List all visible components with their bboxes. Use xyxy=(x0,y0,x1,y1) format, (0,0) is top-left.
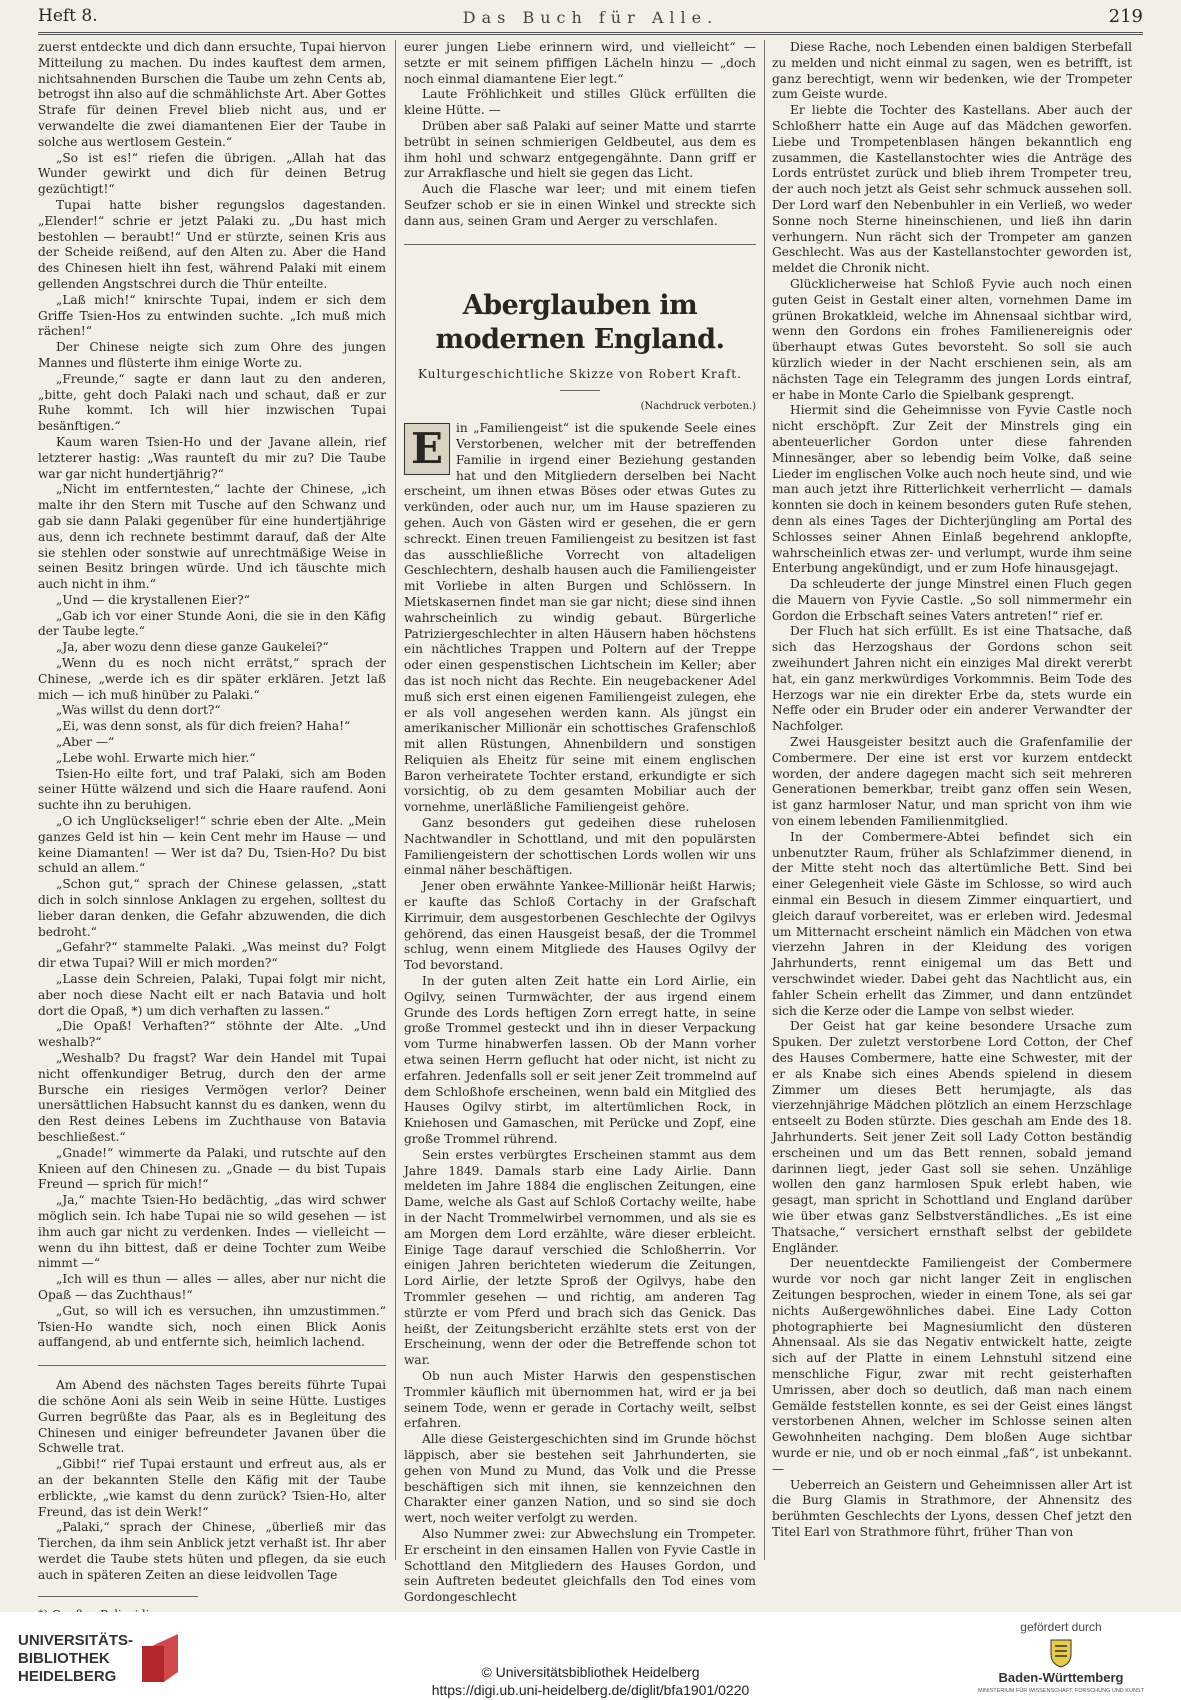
paragraph: Kaum waren Tsien-Ho und der Javane allein, rief letzterer hastig: „Was raunteſt du mir zu? Die Taube war gar nicht hundertjährig?“ xyxy=(38,434,386,481)
paragraph: „Lasse dein Schreien, Palaki, Tupai folgt mir nicht, aber noch diese Nacht eilt er nach Batavia und holt dort die Opaß, *) um dich verhaften zu lassen.“ xyxy=(38,972,386,1018)
paragraph: Drüben aber saß Palaki auf seiner Matte und starrte betrübt in seinen schmierigen Geldbeutel, aus dem es ihm hohl und schwarz entgegengähnte. Dann griff er zur Arrakflasche und hielt sie gegen das Licht. xyxy=(404,118,756,181)
paragraph: „Ich will es thun — alles — alles, aber nur nicht die Opaß — das Zuchthaus!“ xyxy=(38,1272,386,1302)
paragraph: „Weshalb? Du fragst? War dein Handel mit Tupai nicht offenkundiger Betrug, durch den der arme Bursche ein riesiges Vermögen verlor? Deiner unersättlichen Habsucht kannst du es danken, wenn du den Rest deines Lebens im Zuchthause von Batavia beschließest.“ xyxy=(38,1051,386,1144)
paragraph: eurer jungen Liebe erinnern wird, und vielleicht“ — setzte er mit seinem pfiffigen Lächeln hinzu — „doch noch einmal diamantene Eier legt.“ xyxy=(404,40,756,86)
article-subtitle: Kulturgeschichtliche Skizze von Robert Kraft. xyxy=(418,366,742,381)
column-divider xyxy=(764,40,765,1560)
paragraph: „Freunde,“ sagte er dann laut zu den anderen, „bitte, geht doch Palaki nach und schaut, daß er zur Ruhe kommt. Ich will hier inzwischen Tupai besänftigen.“ xyxy=(38,371,386,434)
paragraph: „O ich Unglückseliger!“ schrie eben der Alte. „Mein ganzes Geld ist hin — kein Cent mehr im Hause — und keine Diamanten! — Wer ist da? Du, Tsien-Ho? Du bist schuld an allem.“ xyxy=(38,814,386,876)
paragraph: „Aber —“ xyxy=(56,735,115,750)
funder-name: Baden-Württemberg xyxy=(998,1670,1124,1685)
paragraph: „Gefahr?“ stammelte Palaki. „Was meinst du? Folgt dir etwa Tupai? Will er mich morden?“ xyxy=(38,940,386,971)
issue-label: Heft 8. xyxy=(38,6,98,26)
permalink[interactable]: https://digi.ub.uni-heidelberg.de/diglit/bfa1901/0220 xyxy=(431,1682,750,1698)
lead-paragraph xyxy=(404,421,756,816)
paragraph: Der Chinese neigte sich zum Ohre des jungen Mannes und flüsterte ihm einige Worte zu. xyxy=(38,340,386,370)
paragraph: „Und — die krystallenen Eier?“ xyxy=(56,592,250,607)
paragraph: In der Combermere-Abtei befindet sich ein unbenutzter Raum, früher als Schlafzimmer dienend, in der Mitte steht noch das altertümliche Bett. Sind bei einer Gelegenheit viele Gäste im Schlosse, so wird auch einmal ein Besuch in diesem Zimmer einquartiert, und gleich darauf vorbereitet, was er erleben wird. Jedesmal um Mitternacht erscheint nämlich ein Mädchen von etwa vierzehn Jahren in der Kleidung des vorigen Jahrhunderts, rennt einigemal um das Bett und verschwindet wieder. Dabei geht das Nachtlicht aus, ein fahler Schein erhellt das Zimmer, und dann entzündet sich die Kerze oder die Lampe von selbst wieder. xyxy=(772,829,1132,1018)
section-divider xyxy=(38,1365,386,1366)
paragraph: Jener oben erwähnte Yankee-Millionär heißt Harwis; er kaufte das Schloß Cortachy in der Grafschaft Kirrimuir, dem ausgestorbenen Geschlechte der Ogilvys gehörend, das einen Hausgeist besaß, der die Trommel schlug, wenn einem Mitgliede des Hauses Ogilvy der Tod bevorstand. xyxy=(404,879,756,973)
column-1 xyxy=(38,40,386,1582)
lead-text: in „Familiengeist“ ist die spukende Seele eines Verstorbenen, welcher mit der betreffenden Familie in irgend einer Beziehung gestanden hat und den Mitgliedern derselben bei Nacht erscheint, um ihnen etwas Böses oder etwas Gutes zu verkünden, oder auch nur, um im Hause spazieren zu gehen. Auch von Gästen wird er gesehen, die er gern schreckt. Einen treuen Familiengeist zu besitzen ist fast das ausschließliche Vorrecht von altadeligen Geschlechtern, deshalb hausen auch die Familiengeister mit Vorliebe in alten Burgen und Schlössern. In Mietskasernen findet man sie gar nicht; diese sind ihnen wahrscheinlich zu windig gebaut. Bürgerliche Patriziergeschlechter in alten Häusern haben höchstens ein nächtliches Trappen und Poltern auf der Treppe oder einen gespenstischen Lichtschein im Keller; aber das ist noch nicht das Rechte. Ein neugebackener Adel muß sich erst einen eigenen Familiengeist zulegen, ehe er als voll angesehen werden kann. Als jüngst ein amerikanischer Millionär ein schottisches Grafenschloß mit allen Rüstungen, Ahnenbildern und sonstigen Reliquien als Eheitz für seine mit einem englischen Baron verheiratete Tochter erstand, erkundigte er sich vorsichtig, ob zu dem gesamten Mobiliar auch der vornehme, unerläßliche Familiengeist gehöre. xyxy=(404,421,756,815)
column-3 xyxy=(772,40,1132,1560)
paragraph: Glücklicherweise hat Schloß Fyvie auch noch einen guten Geist in Gestalt einer alten, vornehmen Dame im grünen Brokatkleid, welche im Ahnensaal sichtbar wird, wenn den Gordons ein frohes Familienereignis oder überhaupt etwas Gutes bevorsteht. So soll sie auch kürzlich wieder in der Nacht erschienen sein, als am nächsten Tage ein Telegramm des jungen Lords eintraf, er habe in Monte Carlo die Spielbank gesprengt. xyxy=(772,276,1132,402)
paragraph: „Palaki,“ sprach der Chinese, „überließ mir das Tierchen, da ihm sein Anblick jetzt verhaßt ist. Ihr aber werdet die Taube stets hüten und pflegen, da sie euch auch in späteren Zeiten an diese leidvollen Tage xyxy=(38,1520,386,1582)
paragraph: Alle diese Geistergeschichten sind im Grunde höchst läppisch, aber sie bestehen seit Jahrhunderten, sie gehen von Mund zu Mund, das Volk und die Presse beschäftigen sich mit ihnen, sie kennzeichnen den Charakter einer ganzen Nation, und so sind sie doch wert, noch weiter verfolgt zu werden. xyxy=(404,1432,756,1526)
paragraph: „Ja, aber wozu denn diese ganze Gaukelei?“ xyxy=(56,640,329,655)
paragraph: Ob nun auch Mister Harwis den gespenstischen Trommler käuflich mit übernommen hat, wird er ja bei seinem Tode, wenn er gerade in Cortachy weilt, selbst erfahren. xyxy=(404,1368,756,1431)
paragraph: „Laß mich!“ knirschte Tupai, indem er sich dem Griffe Tsien-Hos zu entwinden suchte. „Ich muß mich rächen!“ xyxy=(38,292,386,339)
paragraph: „Gab ich vor einer Stunde Aoni, die sie in den Käfig der Taube legte.“ xyxy=(38,608,386,639)
paragraph: Ueberreich an Geistern und Geheimnissen aller Art ist die Burg Glamis in Strathmore, der Ahnensitz des berühmten Geschlechts der Lyons, dessen Chef jetzt den Titel Earl von Strathmore führt, früher Than von xyxy=(772,1477,1132,1539)
paragraph: Zwei Hausgeister besitzt auch die Grafenfamilie der Combermere. Der eine ist erst vor kurzem entdeckt worden, der andere dagegen macht sich seit mehreren Generationen bemerkbar, treibt ganz offen sein Wesen, ist ganz harmloser Natur, und man spricht von ihm wie von einem lebenden Familienmitglied. xyxy=(772,735,1132,829)
paragraph: Er liebte die Tochter des Kastellans. Aber auch der Schloßherr hatte ein Auge auf das Mädchen geworfen. Liebe und Trompetenblasen hängen bekanntlich eng zusammen, die Kastellanstochter wies die Anträge des Lords entrüstet zurück und blieb ihrem Trompeter treu, der auch noch jetzt als Geist sehr schmuck aussehen soll. Der Lord warf den Nebenbuhler in ein Verließ, wo weder Sonne noch Sterne hineinschienen, und ließ ihn darin verhungern. Nun rächt sich der Trompeter am ganzen Geschlecht. Was aus der Kastellanstochter geworden ist, meldet die Chronik nicht. xyxy=(772,103,1132,276)
paragraph: „Wenn du es noch nicht errätst,“ sprach der Chinese, „werde ich es dir später erklären. Jetzt laß mich — ich muß hinüber zu Palaki.“ xyxy=(38,656,386,702)
paragraph: „Gnade!“ wimmerte da Palaki, und rutschte auf den Knieen auf den Chinesen zu. „Gnade — du bist Tupais Freund — sprich für mich!“ xyxy=(38,1145,386,1192)
section-divider xyxy=(404,244,756,245)
paragraph: Tsien-Ho eilte fort, und traf Palaki, sich am Boden seiner Hütte wälzend und sich die Haare raufend. Aoni suchte ihn zu beruhigen. xyxy=(38,766,386,813)
paragraph: „Nicht im entferntesten,“ lachte der Chinese, „ich malte ihr den Stern mit Tusche auf den Schwanz und gab sie dann Palaki gegenüber für eine hundertjährige aus, denn ich rechnete bestimmt darauf, daß der Alte sie stehlen oder sonstwie auf unrechtmäßige Weise in seinen Besitz bringen würde. Und ich täuschte mich auch nicht in ihm.“ xyxy=(38,482,386,592)
paragraph: Laute Fröhlichkeit und stilles Glück erfüllten die kleine Hütte. — xyxy=(404,87,756,118)
paragraph: Der Geist hat gar keine besondere Ursache zum Spuken. Der zuletzt verstorbene Lord Cotton, der Chef des Hauses Combermere, hatte eine Schwester, mit der er als Knabe sich eines Abends spielend in diesem Zimmer um dieses Bett herumjagte, als das vierzehnjährige Mädchen plötzlich an einem Herzschlage entseelt zu Boden stürzte. Dies geschah am Ende des 18. Jahrhunderts. Seit jener Zeit soll Lady Cotton beständig erscheinen und um das Bett rennen, sobald jemand darinnen liegt, jeder Gast soll sie sehen. Unzählige wollen den ganz harmlosen Spuk erlebt haben, wie gesagt, man spricht in Schottland und England darüber wie über etwas ganz Selbstverständliches. „Es ist eine Thatsache,“ versichert ernsthaft selbst der gebildete Engländer. xyxy=(772,1019,1132,1255)
paragraph: Tupai hatte bisher regungslos dagestanden. „Elender!“ schrie er jetzt Palaki zu. „Du hast mich bestohlen — beraubt!“ Und er stürzte, seinen Kris aus der Scheide reißend, auf den Alten zu. Aber die Hand des Chinesen hielt ihn fest, während Palaki mit einem gellenden Angstschrei durch die Thür enteilte. xyxy=(38,197,386,291)
paragraph: „Gut, so will ich es versuchen, ihn umzustimmen.“ Tsien-Ho wandte sich, noch einen Blick Aonis auffangend, ab und entfernte sich, heimlich lachend. xyxy=(38,1303,386,1350)
footnote-rule xyxy=(38,1596,198,1597)
column-2 xyxy=(404,40,756,1605)
paragraph: Der Fluch hat sich erfüllt. Es ist eine Thatsache, daß sich das Herzogshaus der Gordons schon seit zweihundert Jahren nicht ein einziges Mal direkt vererbt hat, ein ganz merkwürdiges Vorkommnis. Beim Tode des Herzogs war nie ein direkter Erbe da, stets wurde ein Neffe oder ein Bruder oder ein anderer Verwandter der Nachfolger. xyxy=(772,624,1132,734)
reprint-notice: (Nachdruck verboten.) xyxy=(640,401,756,413)
paragraph: „So ist es!“ riefen die übrigen. „Allah hat das Wunder gewirkt und dich für deinen Betrug gezüchtigt!“ xyxy=(38,150,386,197)
paragraph: „Gibbi!“ rief Tupai erstaunt und erfreut aus, als er an der bekannten Stelle den Käfig mit der Taube erblickte, „wie kamst du denn zurück? Tsien-Ho, alter Freund, das ist dein Werk!“ xyxy=(38,1457,386,1519)
funder-logo[interactable] xyxy=(978,1620,1144,1698)
viewer-footer xyxy=(0,1612,1181,1700)
paragraph: In der guten alten Zeit hatte ein Lord Airlie, ein Ogilvy, seinen Turmwächter, der aus irgend einem Grunde des Lords heftigen Zorn erregt hatte, in seine große Trommel gesteckt und ihn in dieser Verpackung vom Turme hinabwerfen lassen. Ob der Mann vorher etwa seinen Herrn geflucht hat oder nicht, ist nicht zu erfahren. Jedenfalls soll er seit jener Zeit trommelnd auf dem Schloßhofe erscheinen, wenn bald ein Mitglied des Hauses Ogilvy stirbt, im altertümlichen Rock, in Kniehosen und Gamaschen, mit Perücke und Zopf, eine große Trommel rührend. xyxy=(404,974,756,1147)
copyright-notice: © Universitätsbibliothek Heidelberg xyxy=(481,1664,700,1680)
ministry-name: MINISTERIUM FÜR WISSENSCHAFT, FORSCHUNG UND KUNST xyxy=(978,1688,1144,1694)
paragraph: Sein erstes verbürgtes Erscheinen stammt aus dem Jahre 1849. Damals starb eine Lady Airlie. Dann meldeten im Jahre 1884 die englischen Zeitungen, eine Dame, welche als Gast auf Schloß Cortachy weilte, habe in der Nacht Trommelwirbel vernommen, und als sie es am Morgen dem Lord erzählte, wäre dieser erbleicht. Einige Tage darauf verschied die Schloßherrin. Vor einigen Jahren berichteten wiederum die Zeitungen, Lord Airlie, der letzte Sproß der Ogilvys, habe den Trommler gesehen — und richtig, am anderen Tag stürzte er vom Pferd und brach sich das Genick. Das heißt, der Zeitungsbericht erzählte stets erst von der Erscheinung, wenn der oder die Betreffende schon tot war. xyxy=(404,1147,756,1368)
page-number: 219 xyxy=(1108,6,1143,27)
header-rule xyxy=(38,32,1143,35)
title-rule xyxy=(560,390,600,391)
column-divider xyxy=(395,40,396,1560)
paragraph: Ganz besonders gut gedeihen diese ruhelosen Nachtwandler in Schottland, und mit den populärsten Familiengeistern der schottischen Lords wollen wir uns einmal näher beschäftigen. xyxy=(404,816,756,878)
paragraph: Also Nummer zwei: zur Abwechslung ein Trompeter. Er erscheint in den einsamen Hallen von Fyvie Castle in Schottland den Mitgliedern des Hauses Gordon, und sein Auftreten bedeutet gleichfalls den Tod eines vom Gordongeschlecht xyxy=(404,1526,756,1605)
paragraph: „Schon gut,“ sprach der Chinese gelassen, „statt dich in solch sinnlose Anklagen zu ergehen, solltest du lieber daran denken, die Gefahr abzuwenden, die dich bedroht.“ xyxy=(38,877,386,939)
state-crest-icon xyxy=(1045,1638,1077,1668)
paragraph: „Die Opaß! Verhaften?“ stöhnte der Alte. „Und weshalb?“ xyxy=(38,1019,386,1050)
library-name: UNIVERSITÄTS- BIBLIOTHEK HEIDELBERG xyxy=(18,1632,134,1685)
page-header xyxy=(38,6,1143,30)
paragraph: Hiermit sind die Geheimnisse von Fyvie Castle noch nicht erschöpft. Zur Zeit der Minstrels ging ein abenteuerlicher Gordon unter diese fahrenden Minnesänger, aber so lebendig beim Volke, daß seine Lieder im englischen Volke auch noch heute sind, und wie man auch jetzt ihre Ritterlichkeit verherrlicht — damals konnten sie doch in keinem besonders guten Rufe stehen, denn als eines Tages der Dichterjüngling am Portal des Schlosses seiner Ahnen Einlaß begehrend anklopfte, wahrscheinlich etwas zer- und verlumpt, wurde ihm seine Enterbung angekündigt, und er zum Hofe hinausgejagt. xyxy=(772,403,1132,576)
paragraph: zuerst entdeckte und dich dann ersuchte, Tupai hiervon Mitteilung zu machen. Du indes kauftest dem armen, nichtsahnenden Burschen die Taube um zehn Cents ab, betrogst ihn also auf die schmählichste Art. Aber Gottes Strafe für deinen Frevel blieb nicht aus, und er verwandelte die zwei diamantenen Eier der Taube in solche aus wertlosem Gestein.“ xyxy=(38,40,386,149)
article-title: Aberglauben im modernen England. xyxy=(435,289,725,355)
publication-title: Das Buch für Alle. xyxy=(462,8,719,27)
paragraph: Diese Rache, noch Lebenden einen baldigen Sterbefall zu melden und nicht einmal zu sagen, wen es betrifft, ist ganz berechtigt, wenn wir bedenken, wie der Trompeter zum Geiste wurde. xyxy=(772,40,1132,102)
paragraph: „Ei, was denn sonst, als für dich freien? Haha!“ xyxy=(56,719,351,734)
drop-cap: E xyxy=(404,423,450,475)
paragraph: Da schleuderte der junge Minstrel einen Fluch gegen die Mauern von Fyvie Castle. „So soll nimmermehr ein Gordon die Erbschaft seines Vaters antreten!“ rief er. xyxy=(772,577,1132,623)
paragraph: Der neuentdeckte Familiengeist der Combermere wurde vor noch gar nicht langer Zeit in englischen Zeitungen besprochen, wieder in einem Tone, als sei gar nichts Außergewöhnliches dabei. Eine Lady Cotton photographierte bei Magnesiumlicht den düsteren Ahnensaal. Als sie das Negativ entwickelt hatte, zeigte sich auf der Platte in einem Lehnstuhl sitzend eine menschliche Figur, zwar mit recht geisterhaften Umrissen, aber doch so deutlich, daß man nach einem Gemälde feststellen konnte, es sei der Geist eines längst verstorbenen Ahnen, welcher im Schlosse seinen alten Gewohnheiten nachging. Dem bloßen Auge sichtbar wurde er nie, und ob er noch einmal „faß“, ist unbekannt. — xyxy=(772,1256,1132,1476)
paragraph: „Ja,“ machte Tsien-Ho bedächtig, „das wird schwer möglich sein. Ich habe Tupai nie so wild gesehen — ist ihm auch gar nicht zu verdenken. Indes — vielleicht — wenn du ihn bittest, daß er deine Tochter zum Weibe nimmt —“ xyxy=(38,1193,386,1271)
funded-by-label: gefördert durch xyxy=(1020,1620,1102,1634)
paragraph: „Was willst du denn dort?“ xyxy=(56,703,221,718)
paragraph: Auch die Flasche war leer; und mit einem tiefen Seufzer schob er sie in einen Winkel und streckte sich dann aus, seinen Gram und Aerger zu verschlafen. xyxy=(404,182,756,228)
paragraph: Am Abend des nächsten Tages bereits führte Tupai die schöne Aoni als sein Weib in seine Hütte. Lustiges Gurren begrüßte das Paar, als es in Begleitung des Chinesen und einiger befreundeter Javanen über die Schwelle trat. xyxy=(38,1378,386,1456)
paragraph: „Lebe wohl. Erwarte mich hier.“ xyxy=(56,750,256,765)
